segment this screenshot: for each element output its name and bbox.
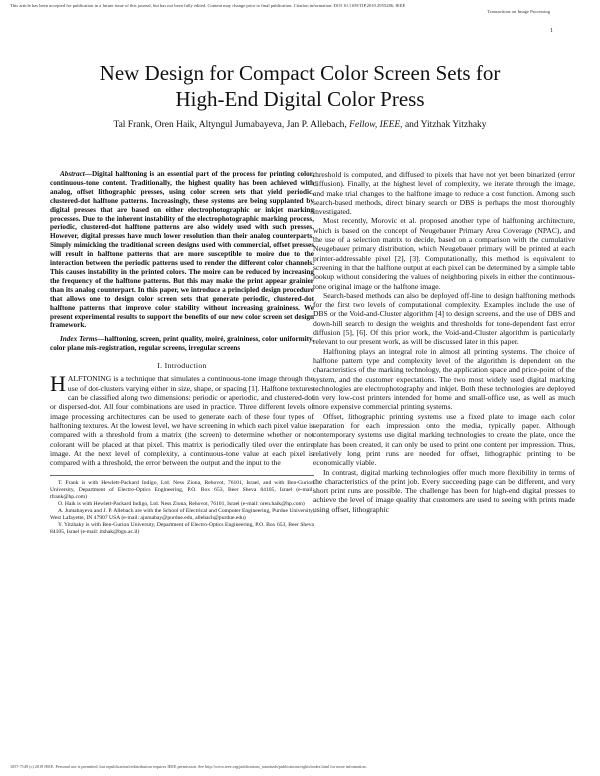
author-list (40, 120, 560, 130)
journal-name: Transactions on Image Processing (487, 9, 550, 14)
authors-main: Tal Frank, Oren Haik, Altyngul Jumabayeva, Jan P. Allebach, (113, 120, 347, 130)
index-terms (50, 335, 314, 353)
body-paragraph: Most recently, Morovic et al. proposed another type of halftoning architecture, which is based on the concept of Neugebauer Primary Area Coverage (NPAC), and the use of a selection matrix to decide, based on a comparison with the cumulative Neugebauer primary distribution, which Neugebauer primary will be printed at each printer-addressable pixel [2], [3]. Computationally, this method is equivalent to screening in that the halftone output at each pixel can be determined by a simple table lookup without considering the values of neighboring pixels in either the continuous-tone original image or the halftone image. (313, 216, 575, 291)
right-column (313, 170, 575, 514)
page-number: 1 (550, 28, 553, 34)
intro-text: ALFTONING is a technique that simulates a continuous-tone image through the use of dot-clusters varying either in size, shape, or spacing [1]. Halftone textures can be classified along two dimensions: periodic or aperiodic, and clustered-dot or dispersed-dot. All four combinations are used in practice. Three different levels of image processing architectures can be used to generate each of these four types of halftoning textures. At the lowest level, we have screening in which each pixel value is compared with a threshold from a matrix (the screen) to determine whether or not colorant will be placed at that pixel. This matrix is periodically tiled over the entire image. At the next level of complexity, a continuous-tone value at each pixel is compared with a threshold, the error between the output and the input to the (50, 374, 315, 468)
index-terms-body: —halftoning, screen, print quality, moiré, graininess, color uniformity, color plane mis-registration, regular screens, irregular screens (50, 335, 314, 353)
abstract-lead: Abstract (60, 170, 85, 178)
body-paragraph: Halftoning plays an integral role in almost all printing systems. The choice of halftone pattern type and complexity level of the algorithm is dependent on the characteristics of the marking technology, the application space and price-point of the system, and the customer expectations. The two most widely used digital marking technologies are electrophotography and inkjet. Both these technologies are deployed in very low-cost printers intended for home and small-office use, as well as much more expensive commercial printing systems. (313, 346, 575, 412)
body-paragraph: threshold is computed, and diffused to pixels that have not yet been binarized (error diffusion). Finally, at the highest level of complexity, we iterate through the image, and make trial changes to the halftone image to reduce a cost function. Among such search-based methods, direct binary search or DBS is perhaps the most thoroughly investigated. (313, 170, 575, 217)
body-paragraph: Offset, lithographic printing systems use a fixed plate to image each color separation for each impression onto the media, typically paper. Although contemporary systems use digital marking technologies to create the plate, once the plate has been created, it can only be used to print one content per impression. Thus, relatively long print runs are needed for offset, lithographic printing to be economically viable. (313, 411, 575, 468)
authors-fellow: Fellow, IEEE, (349, 120, 403, 130)
abstract (50, 170, 314, 330)
body-paragraph: In contrast, digital marking technologies offer much more flexibility in terms of the characteristics of the print job. Every succeeding page can be different, and very short print runs are possible. The challenge has been for high-end digital presses to achieve the level of image quality that customers are used to seeing with prints made using offset, lithographic (313, 467, 575, 514)
intro-paragraph (50, 371, 315, 468)
section-heading: I. Introduction (157, 361, 207, 371)
acceptance-notice: This article has been accepted for publication in a future issue of this journal, but has not been fully edited. Content may change prior to final publication. Citation information: DOI 10.1109/TIP.2019.2955286, IEEE (10, 3, 406, 8)
author-footnotes (50, 475, 314, 536)
left-column (50, 170, 314, 536)
footnote: O. Haik is with Hewlett-Packard Indigo, Ltd. Ness Ziona, Rehovot, 76101, Israel (e-mail: oren.haik@hp.com) (58, 501, 305, 508)
paper-title (40, 60, 560, 112)
abstract-body: —Digital halftoning is an essential part of the process for printing color, continuous-tone content. Traditionally, the highest quality has been achieved with analog, offset lithographic presses, using color screen sets that yield periodic, clustered-dot halftone patterns. Increasingly, these systems are being supplanted by digital presses that are based on either electrophotographic or inkjet marking processes. Due to the inherent instability of the electrophotographic marking process, periodic, clustered-dot halftone patterns are also widely used with such presses. However, digital presses have much lower resolution than their analog counterparts. Simply mimicking the traditional screen designs used with commercial, offset presses will result in halftone patterns that are more susceptible to moire due to the interaction between the periodic patterns used to render the different color channels. This causes instability in the printed colors. The moire can be reduced by increasing the frequency of the halftone patterns. But this may make the print appear grainier than its analog counterpart. In this paper, we introduce a principled design procedure that allows one to design color screen sets that generate periodic, clustered-dot halftone patterns that improve color stability without increasing graininess. We present experimental results to support the benefits of our new color screen set design framework. (50, 170, 314, 330)
footnote: Y. Yitzhaky is with Ben-Gurion University, Department of Electro-Optics Engineering, P.O. Box 653, Beer Sheva 84105, Israel (e-mail: itshak@bgu.ac.il) (50, 522, 314, 536)
footnote: T. Frank is with Hewlett-Packard Indigo, Ltd. Ness Ziona, Rehovot, 76101, Israel, and with Ben-Gurion University, Department of Electro-Optics Engineering, P.O. Box 653, Beer Sheva 84105, Israel (e-mail: tfrank@hp.com) (50, 480, 314, 501)
body-paragraph: Search-based methods can also be deployed off-line to design halftoning methods for the first two levels of computational complexity. Examples include the use of DBS or the Void-and-Cluster algorithm [4] to design screens, and the use of DBS and down-hill search to design the weights and thresholds for tone-dependent fast error diffusion [5], [6]. Of this prior work, the Void-and-Cluster algorithm is particularly relevant to our present work, as will be discussed later in this paper. (313, 290, 575, 347)
title-line-2: High-End Digital Color Press (175, 87, 425, 111)
title-line-1: New Design for Compact Color Screen Sets for (99, 61, 501, 85)
copyright-line: 1057-7149 (c) 2019 IEEE. Personal use is permitted, but republication/redistribution requires IEEE permission. See http://www.ieee.org/publications_standards/publications/rights/index.html for more information. (10, 764, 367, 769)
authors-last: and Yitzhak Yitzhaky (404, 120, 487, 130)
footnote: A. Jumabayeva and J. P. Allebach are with the School of Electrical and Computer Engineering, Purdue University, West Lafayette, IN 47907 USA (e-mail: ajumabay@purdue.edu, allebach@purdue.edu) (50, 508, 314, 522)
drop-cap: H (50, 371, 66, 397)
index-terms-lead: Index Terms (60, 335, 98, 344)
